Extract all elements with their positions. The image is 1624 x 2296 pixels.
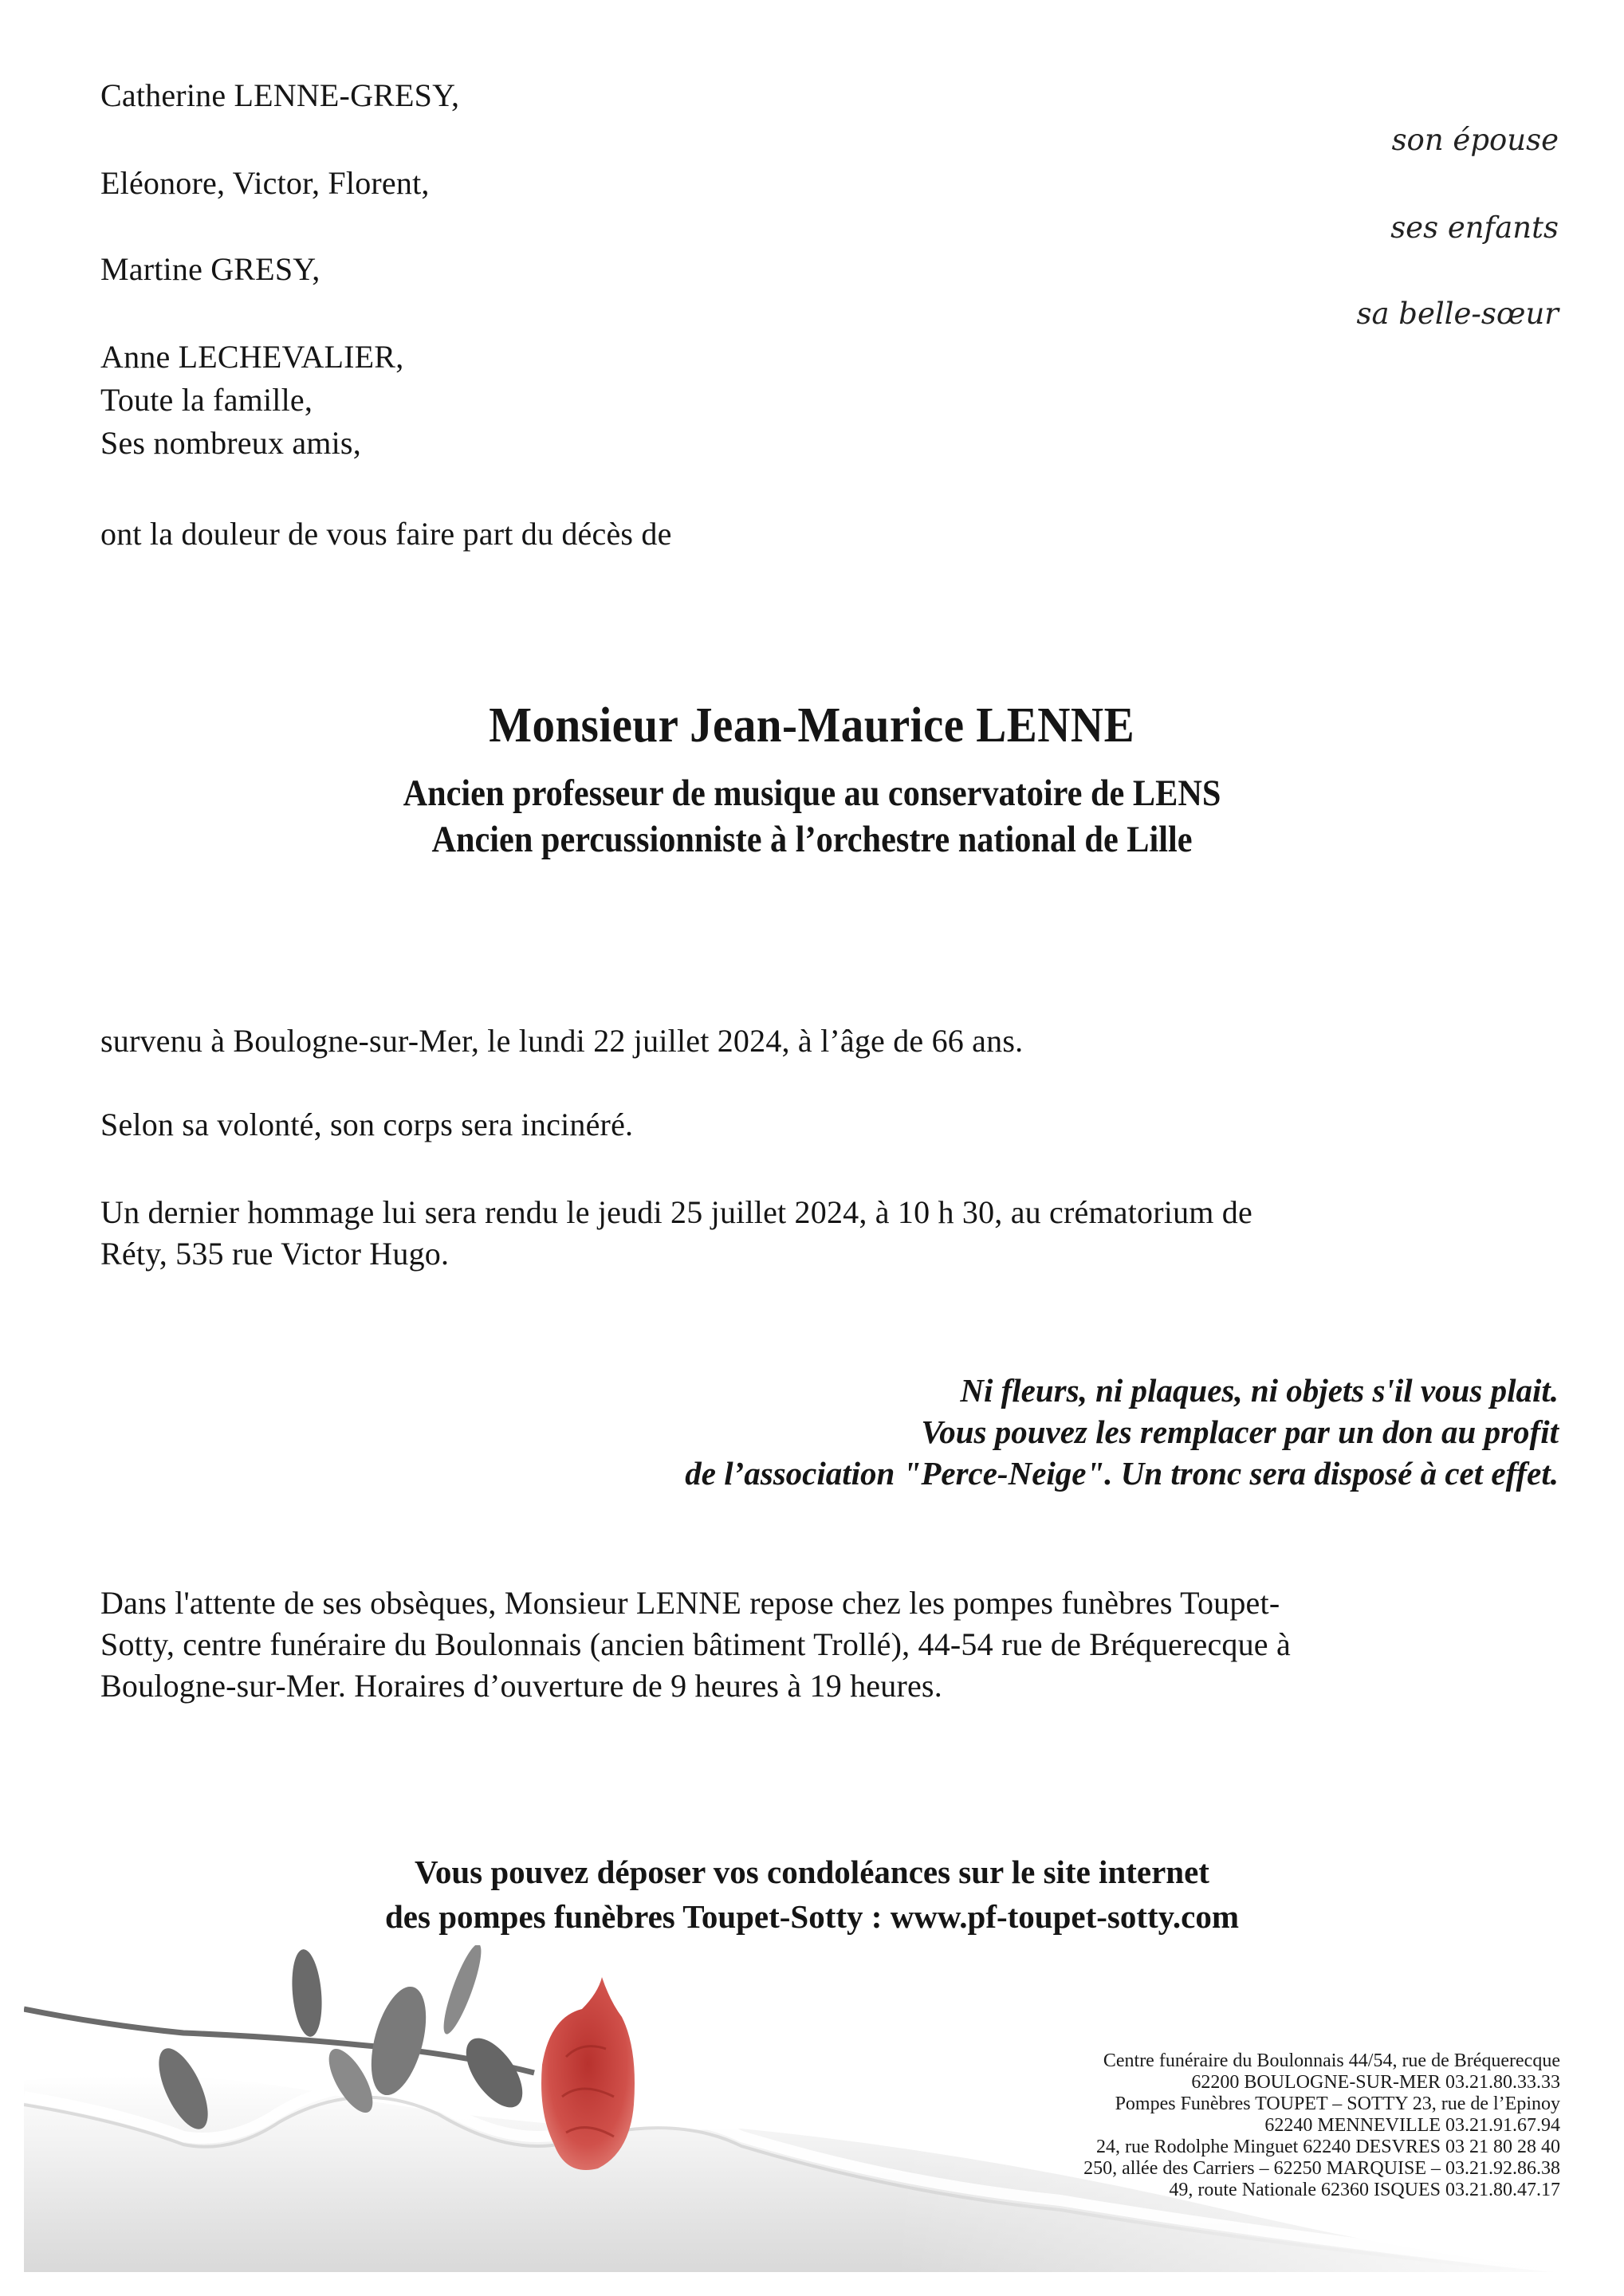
funeral-home-addresses: [1083, 2050, 1560, 2201]
family-line: Ses nombreux amis,: [100, 425, 361, 461]
rest-line: Boulogne-sur-Mer. Horaires d’ouverture de 9 heures à 19 heures.: [100, 1668, 942, 1704]
notice-line: de l’association "Perce-Neige". Un tronc sera disposé à cet effet.: [685, 1455, 1559, 1492]
condolences-notice: [0, 1850, 1624, 1939]
family-line: Toute la famille,: [100, 382, 313, 418]
family-line: Catherine LENNE-GRESY,: [100, 77, 460, 113]
address-line: 250, allée des Carriers – 62250 MARQUISE – 03.21.92.86.38: [1083, 2158, 1560, 2179]
wish-paragraph: Selon sa volonté, son corps sera incinéré.: [100, 1107, 634, 1142]
deceased-title: Ancien percussionniste à l’orchestre national de Lille: [431, 819, 1193, 860]
deceased-name: Monsieur Jean-Maurice LENNE: [489, 698, 1135, 753]
tribute-line: Un dernier hommage lui sera rendu le jeudi 25 juillet 2024, à 10 h 30, au crématorium de: [100, 1194, 1252, 1230]
address-line: 62200 BOULOGNE-SUR-MER 03.21.80.33.33: [1191, 2072, 1560, 2093]
rest-line: Dans l'attente de ses obsèques, Monsieur LENNE repose chez les pompes funèbres Toupet-: [100, 1585, 1280, 1621]
address-line: 49, route Nationale 62360 ISQUES 03.21.80.47.17: [1169, 2180, 1560, 2200]
announcement-intro: ont la douleur de vous faire part du décès de: [100, 516, 672, 552]
condolences-line: Vous pouvez déposer vos condoléances sur le site internet: [415, 1854, 1209, 1890]
family-line: Anne LECHEVALIER,: [100, 339, 404, 375]
relation-label: son épouse: [1391, 123, 1559, 157]
tribute-line: Réty, 535 rue Victor Hugo.: [100, 1236, 450, 1272]
address-line: Centre funéraire du Boulonnais 44/54, rue de Bréquerecque: [1103, 2050, 1560, 2071]
condolences-line: des pompes funèbres Toupet-Sotty : www.pf-toupet-sotty.com: [385, 1898, 1239, 1935]
family-line: Martine GRESY,: [100, 251, 320, 287]
no-flowers-notice: [685, 1370, 1559, 1494]
death-paragraph: survenu à Boulogne-sur-Mer, le lundi 22 juillet 2024, à l’âge de 66 ans.: [100, 1023, 1024, 1059]
family-line: Eléonore, Victor, Florent,: [100, 165, 430, 201]
deceased-title: Ancien professeur de musique au conservatoire de LENS: [403, 773, 1221, 814]
relation-label: ses enfants: [1390, 210, 1559, 245]
address-line: Pompes Funèbres TOUPET – SOTTY 23, rue de l’Epinoy: [1115, 2094, 1560, 2114]
rest-paragraph: [100, 1582, 1536, 1707]
deceased-heading: [0, 695, 1624, 863]
notice-line: Vous pouvez les remplacer par un don au profit: [921, 1413, 1559, 1450]
relation-label: sa belle-sœur: [1356, 297, 1559, 331]
address-line: 24, rue Rodolphe Minguet 62240 DESVRES 03 21 80 28 40: [1096, 2137, 1560, 2157]
tribute-paragraph: [100, 1192, 1536, 1275]
notice-line: Ni fleurs, ni plaques, ni objets s'il vous plait.: [960, 1372, 1559, 1409]
rest-line: Sotty, centre funéraire du Boulonnais (ancien bâtiment Trollé), 44-54 rue de Bréquerecque à: [100, 1626, 1291, 1662]
address-line: 62240 MENNEVILLE 03.21.91.67.94: [1264, 2115, 1560, 2136]
